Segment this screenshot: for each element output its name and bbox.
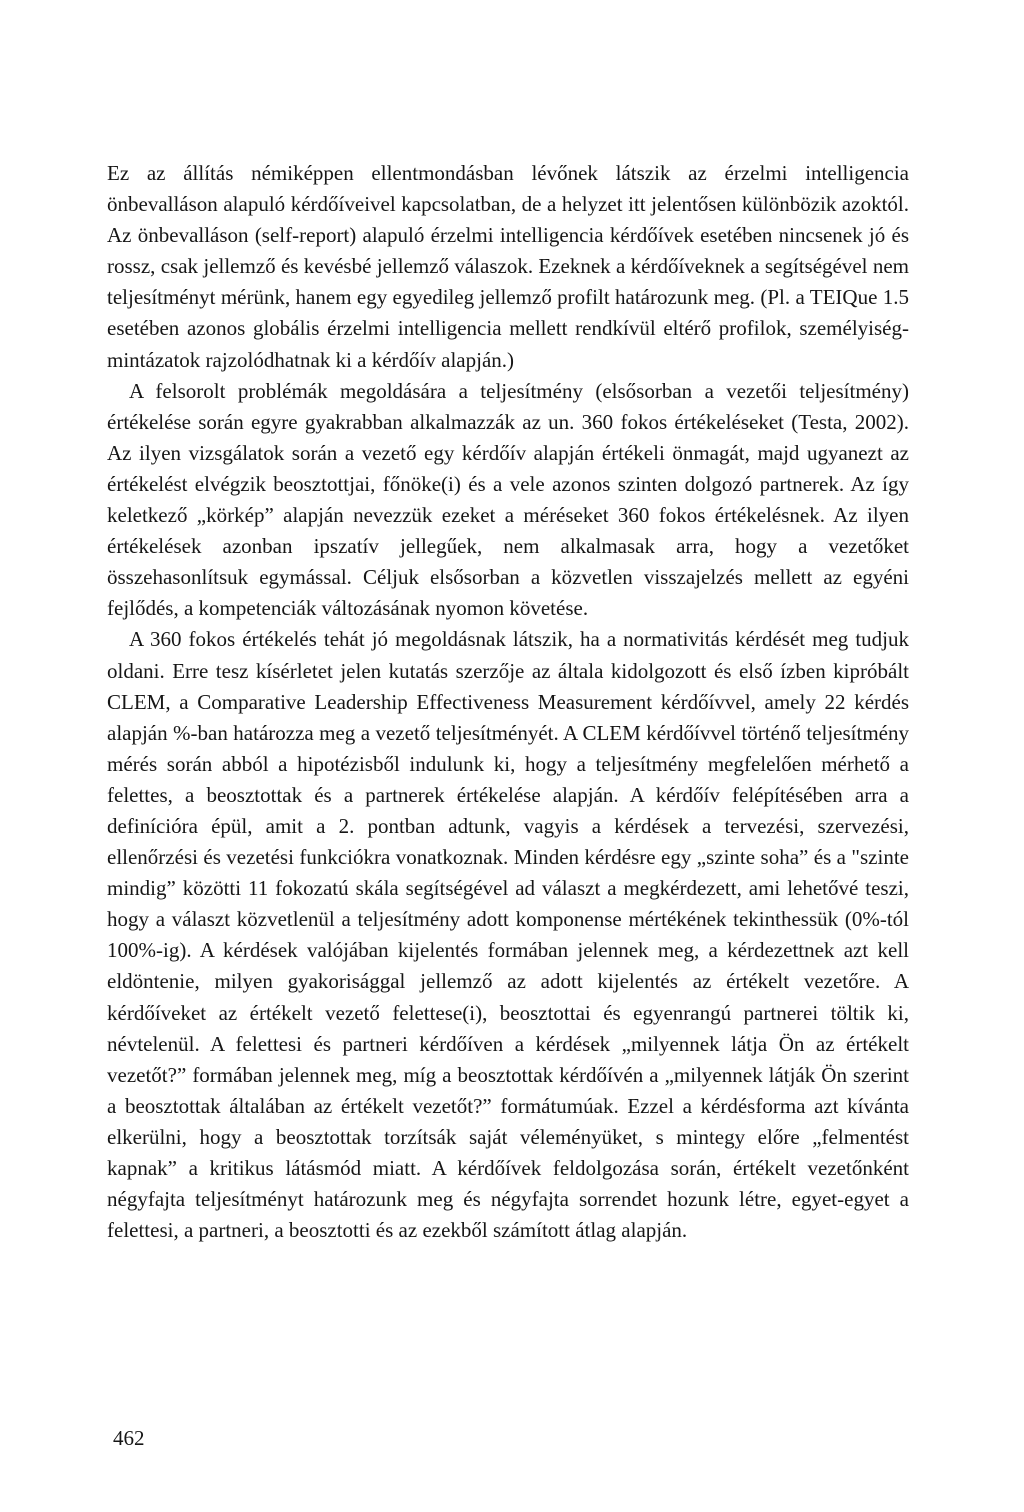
page-number: 462 xyxy=(113,1426,145,1450)
paragraph-1: Ez az állítás némiképpen ellentmondásban lévőnek látszik az érzelmi intelligencia önbevalláson alapuló kérdőíveivel kapcsolatban, de a helyzet itt jelentősen különbözik azoktól. Az önbevalláson (self-report) alapuló érzelmi intelligencia kérdőívek esetében nincsenek jó és rossz, csak jellemző és kevésbé jellemző válaszok. Ezeknek a kérdőíveknek a segítségével nem teljesítményt mérünk, hanem egy egyedileg jellemző profilt határozunk meg. (Pl. a TEIQue 1.5 esetében azonos globális érzelmi intelligencia mellett rendkívül eltérő profilok, személyiség-mintázatok rajzolódhatnak ki a kérdőív alapján.) xyxy=(107,161,909,372)
paragraph-2: A felsorolt problémák megoldására a teljesítmény (elsősorban a vezetői teljesítmény) értékelése során egyre gyakrabban alkalmazzák az un. 360 fokos értékeléseket (Testa, 2002). Az ilyen vizsgálatok során a vezető egy kérdőív alapján értékeli önmagát, majd ugyanezt az értékelést elvégzik beosztottjai, főnöke(i) és a vele azonos szinten dolgozó partnerek. Az így keletkező „körkép” alapján nevezzük ezeket a méréseket 360 fokos értékelésnek. Az ilyen értékelések azonban ipszatív jellegűek, nem alkalmasak arra, hogy a vezetőket összehasonlítsuk egymással. Céljuk elsősorban a közvetlen visszajelzés mellett az egyéni fejlődés, a kompetenciák változásának nyomon követése. xyxy=(107,378,909,621)
paragraph-3: A 360 fokos értékelés tehát jó megoldásnak látszik, ha a normativitás kérdését meg tudjuk oldani. Erre tesz kísérletet jelen kutatás szerzője az általa kidolgozott és első ízben kipróbált CLEM, a Comparative Leadership Effectiveness Measurement kérdőívvel, amely 22 kérdés alapján %-ban határozza meg a vezető teljesítményét. A CLEM kérdőívvel történő teljesítmény mérés során abból a hipotézisből indulunk ki, hogy a teljesítmény megfelelően mérhető a felettes, a beosztottak és a partnerek értékelése alapján. A kérdőív felépítésében arra a definícióra épül, amit a 2. pontban adtunk, vagyis a kérdések a tervezési, szervezési, ellenőrzési és vezetési funkciókra vonatkoznak. Minden kérdésre egy „szinte soha” és a "szinte mindig” közötti 11 fokozatú skála segítségével ad választ a megkérdezett, ami lehetővé teszi, hogy a választ közvetlenül a teljesítmény adott komponense mértékének tekinthessük (0%-tól 100%-ig). A kérdések valójában kijelentés formában jelennek meg, a kérdezettnek azt kell eldöntenie, milyen gyakorisággal jellemző az adott kijelentés az értékelt vezetőre. A kérdőíveket az értékelt vezető felettese(i), beosztottai és egyenrangú partnerei töltik ki, névtelenül. A felettesi és partneri kérdőíven a kérdések „milyennek látja Ön az értékelt vezetőt?” formában jelennek meg, míg a beosztottak kérdőívén a „milyennek látják Ön szerint a beosztottak általában az értékelt vezetőt?” formátumúak. Ezzel a kérdésforma azt kívánta elkerülni, hogy a beosztottak torzítsák saját véleményüket, s mintegy előre „felmentést kapnak” a kritikus látásmód miatt. A kérdőívek feldolgozása során, értékelt vezetőnként négyfajta teljesítményt határozunk meg és négyfajta sorrendet hozunk létre, egyet-egyet a felettesi, a partneri, a beosztotti és az ezekből számított átlag alapján. xyxy=(107,627,909,1243)
body-text xyxy=(107,158,909,1246)
